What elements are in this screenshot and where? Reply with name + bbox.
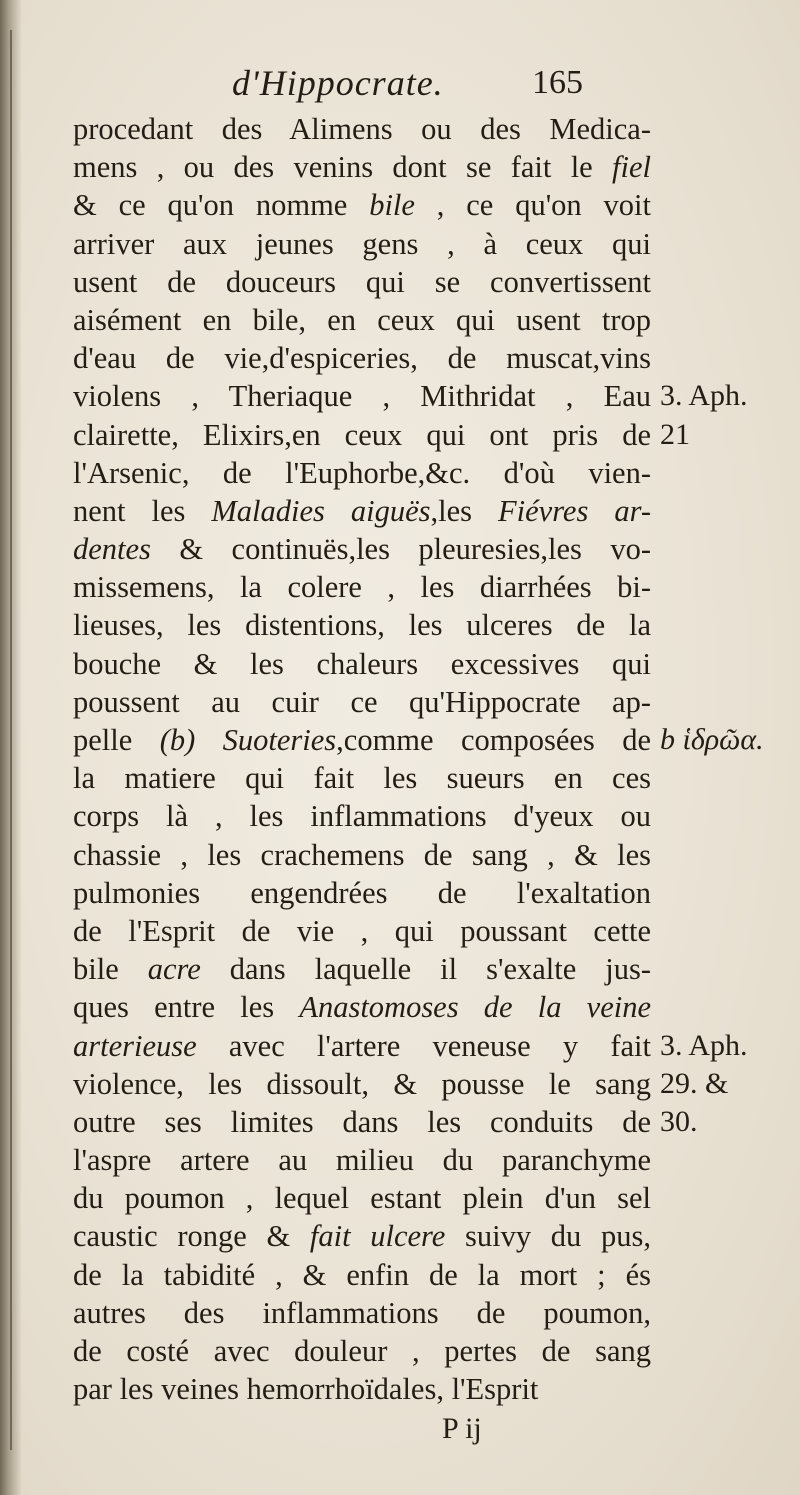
text-line [73,454,651,492]
italic-run: dentes [73,532,151,567]
italic-run: Anastomoses de la veine [299,990,651,1025]
text-run: ,comme composées de [336,723,651,757]
text-line [73,1141,651,1179]
text-line [73,1103,651,1141]
text-line [73,721,651,759]
text-run: pelle [73,723,160,757]
running-title: d'Hippocrate. [232,63,444,103]
text-run: d'eau de vie,d'espiceries, de muscat,vins [73,341,651,376]
text-run: violence, les dissoult, & pousse le sang [73,1066,651,1101]
text-run: outre ses limites dans les conduits de [73,1104,651,1139]
italic-run: Maladies aiguës [211,493,431,528]
text-run: de costé avec douleur , pertes de sang [73,1334,651,1368]
body-text [73,110,651,1408]
text-run: ques entre les [73,990,300,1025]
text-run: poussent au cuir ce qu'Hippocrate ap- [73,684,651,719]
text-line [73,1217,651,1255]
margin-note: 21 [660,417,690,451]
text-line [73,1370,651,1408]
italic-run: Fiévres ar- [498,493,651,528]
text-run: bile [73,952,148,987]
signature-mark: P ij [442,1412,482,1445]
text-run: mens , ou des venins dont se fait le [73,150,613,185]
text-run: aisément en bile, en ceux qui usent trop [73,302,651,337]
text-run: ,les [430,493,499,528]
text-run: chassie , les crachemens de sang , & les [73,837,651,872]
text-line [73,836,651,874]
text-line [73,606,651,644]
text-run: arriver aux jeunes gens , à ceux qui [73,226,651,261]
italic-run: acre [147,952,201,987]
text-run: la matiere qui fait les sueurs en ces [73,761,651,796]
text-run: dans laquelle il s'exalte jus- [200,952,651,987]
margin-note: b ἱδρῶα. [660,723,764,757]
text-line [73,683,651,721]
text-run: & ce qu'on nomme [73,188,370,223]
text-line [73,1256,651,1294]
text-line [73,339,651,377]
text-run: bouche & les chaleurs excessives qui [73,646,651,681]
text-run: lieuses, les distentions, les ulceres de la [73,608,651,643]
margin-note: 29. & [660,1067,729,1100]
text-run: clairette, Elixirs,en ceux qui ont pris de [73,417,651,452]
text-line [73,797,651,835]
text-line [73,759,651,797]
text-line [73,1332,651,1370]
text-run: nent les [73,493,212,528]
text-line [73,225,651,263]
text-run: par les veines hemorrhoïdales, l'Esprit [73,1372,539,1407]
text-line [73,874,651,912]
text-line [73,263,651,301]
text-line [73,148,651,186]
text-run: suivy du pus, [445,1219,651,1254]
text-run: procedant des Alimens ou des Medica- [73,112,651,146]
italic-run: fiel [612,150,651,185]
text-run: & continuës,les pleuresies,les vo- [150,532,651,567]
text-run: caustic ronge & [73,1219,310,1254]
text-line [73,301,651,339]
text-line [73,1179,651,1217]
margin-note: 3. Aph. [660,379,748,413]
text-line [73,950,651,988]
text-run: usent de douceurs qui se convertissent [73,264,651,299]
text-run: missemens, la colere , les diarrhées bi- [73,570,651,605]
text-line [73,1027,651,1065]
text-line [73,1065,651,1103]
margin-note: 3. Aph. [660,1028,748,1062]
text-run: du poumon , lequel estant plein d'un sel [73,1181,651,1216]
text-run: corps là , les inflammations d'yeux ou [73,799,651,834]
text-line [73,988,651,1026]
text-line [73,645,651,683]
text-line [73,1294,651,1332]
text-line [73,530,651,568]
italic-run: (b) Suoteries [159,723,337,757]
italic-run: bile [369,188,415,223]
text-run: l'Arsenic, de l'Euphorbe,&c. d'où vien- [73,455,651,490]
text-line [73,912,651,950]
page-header [232,62,632,106]
italic-run: arterieuse [73,1028,197,1063]
binding-edge [10,30,12,1450]
text-run: , ce qu'on voit [414,188,651,223]
text-run: violens , Theriaque , Mithridat , Eau [73,379,651,414]
text-line [73,186,651,224]
text-line [73,110,651,148]
text-run: l'aspre artere au milieu du paranchyme [73,1143,651,1178]
text-line [73,492,651,530]
text-run: de l'Esprit de vie , qui poussant cette [73,913,651,948]
text-line [73,416,651,454]
page-number: 165 [532,64,583,101]
text-line [73,568,651,606]
text-run: de la tabidité , & enfin de la mort ; és [73,1257,651,1292]
text-line [73,377,651,415]
margin-note: 30. [660,1105,698,1139]
italic-run: fait ulcere [309,1219,446,1254]
text-run: autres des inflammations de poumon, [73,1295,651,1330]
text-run: pulmonies engendrées de l'exaltation [73,875,651,910]
text-run: avec l'artere veneuse y fait [196,1028,651,1063]
